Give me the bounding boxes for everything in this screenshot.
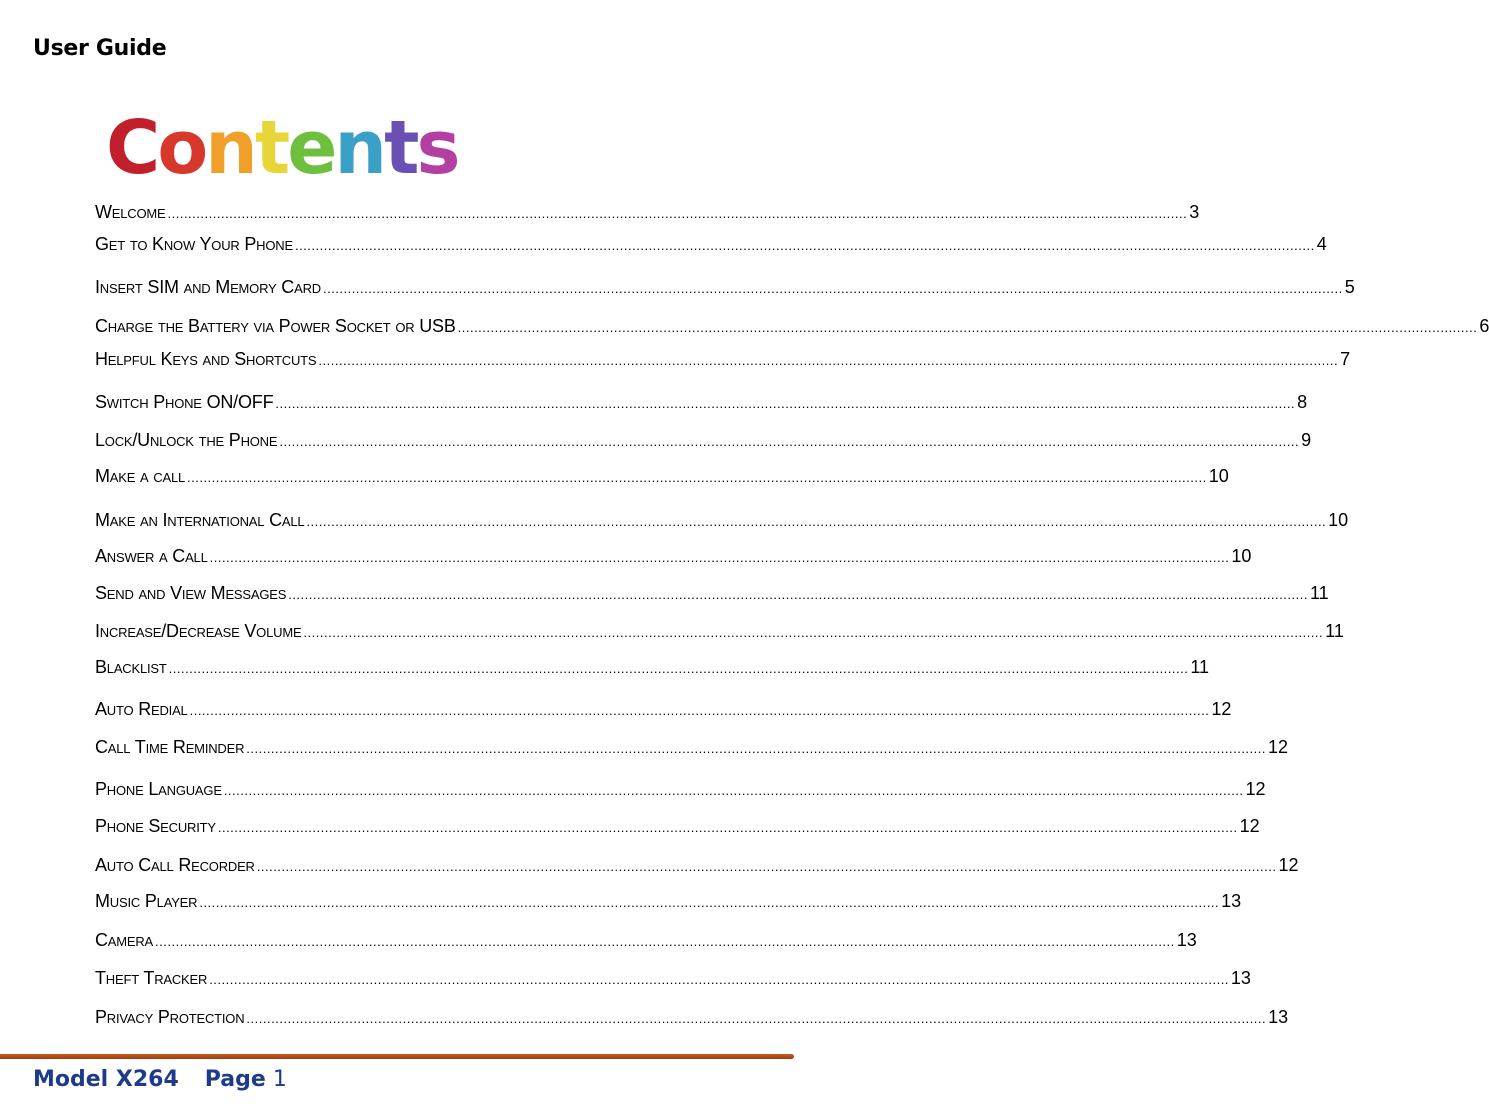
toc-entry[interactable] [95,539,1252,567]
toc-entry-label: Make an International Call [95,510,305,530]
toc-leader-dots [275,395,1295,413]
toc-entry-label: Auto Call Recorder [95,855,255,875]
toc-entry[interactable] [95,730,1289,758]
toc-leader-dots [187,469,1207,487]
toc-entry[interactable] [95,576,1329,604]
toc-entry[interactable] [95,650,1210,678]
toc-leader-dots [458,319,1478,337]
page-footer [33,1067,287,1092]
toc-entry[interactable] [95,423,1312,451]
model-name: Model X264 [33,1067,179,1092]
toc-entry-label: Switch Phone ON/OFF [95,392,274,412]
toc-entry[interactable] [95,385,1308,413]
toc-leader-dots [155,933,1175,951]
toc-entry[interactable] [95,923,1197,951]
footer-rule [0,1054,794,1059]
toc-leader-dots [257,858,1277,876]
toc-leader-dots [318,352,1338,370]
toc-leader-dots [246,1010,1266,1028]
toc-entry-label: Phone Security [95,816,216,836]
toc-entry-page: 13 [1268,1007,1289,1027]
toc-entry-label: Insert SIM and Memory Card [95,277,321,297]
toc-entry-label: Answer a Call [95,546,208,566]
toc-leader-dots [209,971,1229,989]
toc-entry-page: 5 [1344,277,1355,297]
toc-entry-page: 10 [1328,510,1349,530]
toc-entry[interactable] [95,459,1229,487]
toc-entry-page: 12 [1268,737,1289,757]
toc-entry-label: Helpful Keys and Shortcuts [95,349,317,369]
toc-entry-page: 11 [1190,657,1210,677]
toc-entry-label: Music Player [95,891,198,911]
toc-entry-page: 8 [1297,392,1308,412]
toc-entry-page: 13 [1221,891,1242,911]
toc-entry-page: 13 [1176,930,1197,950]
toc-leader-dots [323,280,1343,298]
toc-entry[interactable] [95,961,1251,989]
toc-entry-label: Call Time Reminder [95,737,245,757]
toc-entry-page: 12 [1211,699,1232,719]
toc-entry-page: 3 [1189,202,1200,222]
svg-text:Contents: Contents [106,105,458,191]
toc-entry-page: 11 [1325,621,1344,641]
toc-leader-dots [199,894,1219,912]
toc-leader-dots [303,624,1323,642]
toc-entry-label: Charge the Battery via Power Socket or USB [95,316,456,336]
toc-entry-label: Auto Redial [95,699,188,719]
toc-entry-label: Make a call [95,466,185,486]
toc-entry-page: 11 [1309,583,1329,603]
toc-entry-page: 12 [1245,779,1266,799]
toc-entry[interactable] [95,309,1489,337]
toc-leader-dots [246,740,1266,758]
toc-entry[interactable] [95,884,1242,912]
toc-entry-page: 10 [1231,546,1252,566]
toc-entry-page: 12 [1239,816,1260,836]
toc-leader-dots [295,237,1315,255]
toc-entry-label: Lock/Unlock the Phone [95,430,278,450]
toc-entry-label: Phone Language [95,779,222,799]
toc-entry[interactable] [95,1000,1289,1028]
toc-entry-label: Blacklist [95,657,167,677]
toc-leader-dots [210,549,1230,567]
toc-entry[interactable] [95,195,1200,223]
toc-entry[interactable] [95,772,1266,800]
toc-entry-label: Theft Tracker [95,968,208,988]
toc-entry[interactable] [95,614,1344,642]
toc-entry[interactable] [95,270,1355,298]
toc-entry-page: 10 [1208,466,1229,486]
toc-entry[interactable] [95,342,1351,370]
toc-leader-dots [169,660,1189,678]
toc-entry-page: 13 [1230,968,1251,988]
toc-entry-page: 12 [1278,855,1299,875]
contents-logo [106,105,458,191]
toc-entry-page: 7 [1340,349,1351,369]
toc-entry[interactable] [95,503,1349,531]
toc-entry-label: Camera [95,930,154,950]
toc-entry-label: Welcome [95,202,166,222]
toc-leader-dots [279,433,1299,451]
toc-entry-page: 9 [1301,430,1312,450]
page-number: 1 [272,1067,287,1092]
toc-entry[interactable] [95,848,1299,876]
page-label: Page [204,1067,266,1092]
toc-leader-dots [190,702,1210,720]
toc-entry-page: 6 [1479,316,1489,336]
toc-leader-dots [218,819,1238,837]
toc-entry-label: Privacy Protection [95,1007,245,1027]
toc-entry-label: Get to Know Your Phone [95,234,293,254]
toc-entry[interactable] [95,809,1260,837]
page-title: User Guide [33,36,167,61]
toc-leader-dots [306,513,1326,531]
toc-entry-label: Send and View Messages [95,583,287,603]
toc-leader-dots [288,586,1308,604]
toc-entry-page: 4 [1316,234,1327,254]
toc-leader-dots [224,782,1244,800]
toc-leader-dots [168,205,1188,223]
toc-entry-label: Increase/Decrease Volume [95,621,302,641]
toc-entry[interactable] [95,692,1232,720]
toc-entry[interactable] [95,227,1327,255]
